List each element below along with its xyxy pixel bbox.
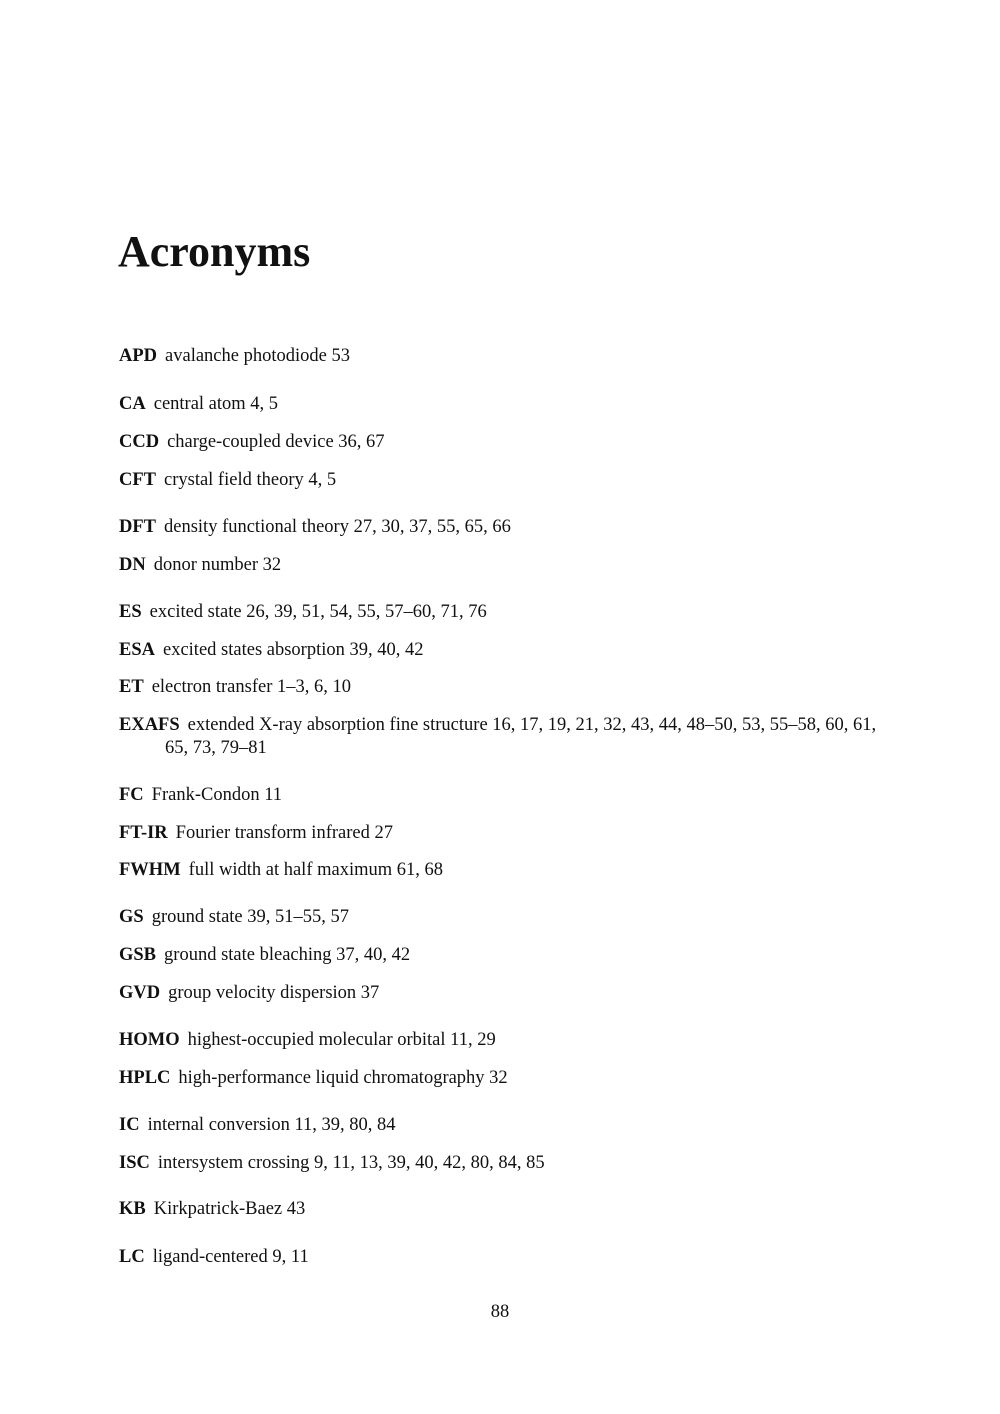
acronym-definition: extended X-ray absorption fine structure 16, 17, 19, 21, 32, 43, 44, 48–50, 53, 55–58, 60, 61, 65, 73, 79–81 <box>165 715 877 758</box>
acronym-definition: internal conversion 11, 39, 80, 84 <box>147 1115 396 1135</box>
acronym-term: FC <box>119 785 144 805</box>
acronym-term: IC <box>119 1115 140 1135</box>
acronym-term: HPLC <box>119 1068 171 1088</box>
acronym-entry-hplc <box>119 1067 889 1090</box>
acronym-definition: ground state 39, 51–55, 57 <box>151 907 349 927</box>
acronym-definition: highest-occupied molecular orbital 11, 29 <box>187 1030 496 1050</box>
acronym-term: APD <box>119 346 158 366</box>
acronym-entry-cft <box>119 469 889 492</box>
acronym-term: ES <box>119 602 142 622</box>
acronym-definition: group velocity dispersion 37 <box>168 983 380 1003</box>
acronym-entry-isc <box>119 1152 889 1175</box>
acronym-entry-ca <box>119 393 889 416</box>
acronym-term: GS <box>119 907 144 927</box>
acronym-entry-apd <box>119 345 889 368</box>
acronym-term: FWHM <box>119 860 181 880</box>
acronym-entry-fc <box>119 784 889 807</box>
acronym-term: DFT <box>119 517 156 537</box>
acronym-entry-kb <box>119 1198 889 1221</box>
acronym-term: FT-IR <box>119 823 168 843</box>
acronym-term: GSB <box>119 945 157 965</box>
page-title: Acronyms <box>118 227 311 276</box>
acronym-definition: density functional theory 27, 30, 37, 55, 65, 66 <box>164 517 511 537</box>
acronym-entry-gvd <box>119 982 889 1005</box>
acronym-definition: avalanche photodiode 53 <box>165 346 350 366</box>
acronym-definition: Fourier transform infrared 27 <box>175 823 393 843</box>
acronym-definition: excited state 26, 39, 51, 54, 55, 57–60, 71, 76 <box>149 602 487 622</box>
acronym-entry-ft-ir <box>119 822 889 845</box>
acronym-term: LC <box>119 1247 145 1267</box>
acronym-entry-dn <box>119 554 889 577</box>
acronym-entry-ic <box>119 1114 889 1137</box>
acronym-definition: charge-coupled device 36, 67 <box>167 432 385 452</box>
acronym-term: CFT <box>119 470 156 490</box>
acronym-entry-es <box>119 601 889 624</box>
acronym-entry-gs <box>119 906 889 929</box>
acronym-definition: high-performance liquid chromatography 32 <box>178 1068 508 1088</box>
acronym-entry-fwhm <box>119 859 889 882</box>
acronym-term: GVD <box>119 983 161 1003</box>
acronym-definition: excited states absorption 39, 40, 42 <box>163 640 424 660</box>
acronym-entry-et <box>119 676 889 699</box>
acronym-term: CCD <box>119 432 160 452</box>
acronym-definition: ligand-centered 9, 11 <box>152 1247 309 1267</box>
acronym-entry-homo <box>119 1029 889 1052</box>
acronym-definition: electron transfer 1–3, 6, 10 <box>151 677 352 697</box>
acronym-definition: ground state bleaching 37, 40, 42 <box>164 945 411 965</box>
acronym-definition: intersystem crossing 9, 11, 13, 39, 40, 42, 80, 84, 85 <box>157 1153 545 1173</box>
acronym-term: ISC <box>119 1153 150 1173</box>
acronym-entry-gsb <box>119 944 889 967</box>
acronym-entry-ccd <box>119 431 889 454</box>
acronym-term: HOMO <box>119 1030 180 1050</box>
acronym-entry-dft <box>119 516 889 539</box>
acronym-definition: crystal field theory 4, 5 <box>164 470 337 490</box>
acronym-definition: donor number 32 <box>153 555 282 575</box>
acronym-entry-lc <box>119 1246 889 1269</box>
acronym-term: KB <box>119 1199 146 1219</box>
acronym-definition: central atom 4, 5 <box>153 394 279 414</box>
acronym-entry-exafs <box>119 714 889 759</box>
acronym-entry-esa <box>119 639 889 662</box>
acronym-definition: Kirkpatrick-Baez 43 <box>153 1199 306 1219</box>
acronym-definition: Frank-Condon 11 <box>151 785 283 805</box>
acronym-term: ET <box>119 677 144 697</box>
acronym-term: CA <box>119 394 146 414</box>
acronym-definition: full width at half maximum 61, 68 <box>188 860 443 880</box>
acronym-term: DN <box>119 555 146 575</box>
acronym-term: EXAFS <box>119 715 180 735</box>
page-number: 88 <box>490 1302 510 1322</box>
acronym-term: ESA <box>119 640 155 660</box>
